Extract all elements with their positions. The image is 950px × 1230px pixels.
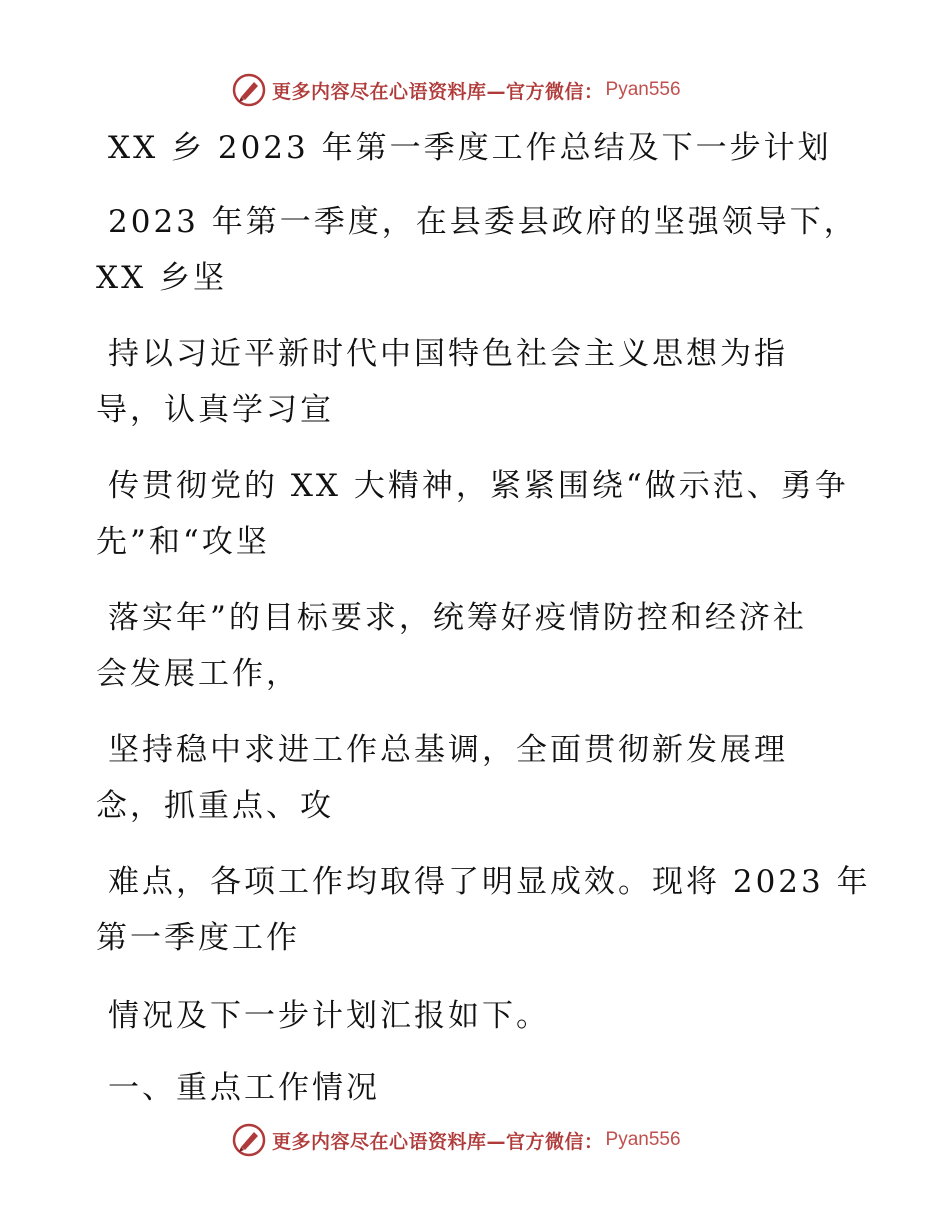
paragraph-line: 第一季度工作 (96, 920, 300, 956)
watermark-text: 更多内容尽在心语资料库—官方微信： (272, 80, 604, 103)
paragraph-line: 情况及下一步计划汇报如下。 (108, 998, 550, 1034)
section-heading: 一、重点工作情况 (108, 1070, 380, 1106)
paragraph-line: XX 乡坚 (96, 260, 227, 296)
paragraph-line: 难点，各项工作均取得了明显成效。现将 2023 年 (108, 864, 871, 900)
watermark-account: Pyan556 (605, 79, 681, 100)
paragraph-line: 持以习近平新时代中国特色社会主义思想为指 (108, 336, 788, 372)
paragraph-line: 落实年”的目标要求，统筹好疫情防控和经济社 (108, 600, 807, 636)
paragraph-line: 坚持稳中求进工作总基调，全面贯彻新发展理 (108, 732, 788, 768)
watermark-text: 更多内容尽在心语资料库—官方微信： (272, 1130, 604, 1153)
watermark-footer (232, 1120, 681, 1160)
pen-logo-icon (232, 1123, 266, 1157)
paragraph-line: 2023 年第一季度，在县委县政府的坚强领导下， (108, 204, 858, 240)
pen-logo-icon (232, 73, 266, 107)
paragraph-line: 会发展工作， (96, 656, 300, 692)
watermark-header (232, 70, 681, 110)
paragraph-line: 导，认真学习宣 (96, 392, 334, 428)
watermark-account: Pyan556 (605, 1129, 681, 1150)
paragraph-line: 念，抓重点、攻 (96, 788, 334, 824)
paragraph-line: 传贯彻党的 XX 大精神，紧紧围绕“做示范、勇争 (108, 468, 849, 504)
document-title: XX 乡 2023 年第一季度工作总结及下一步计划 (108, 130, 832, 166)
paragraph-line: 先”和“攻坚 (96, 524, 270, 560)
